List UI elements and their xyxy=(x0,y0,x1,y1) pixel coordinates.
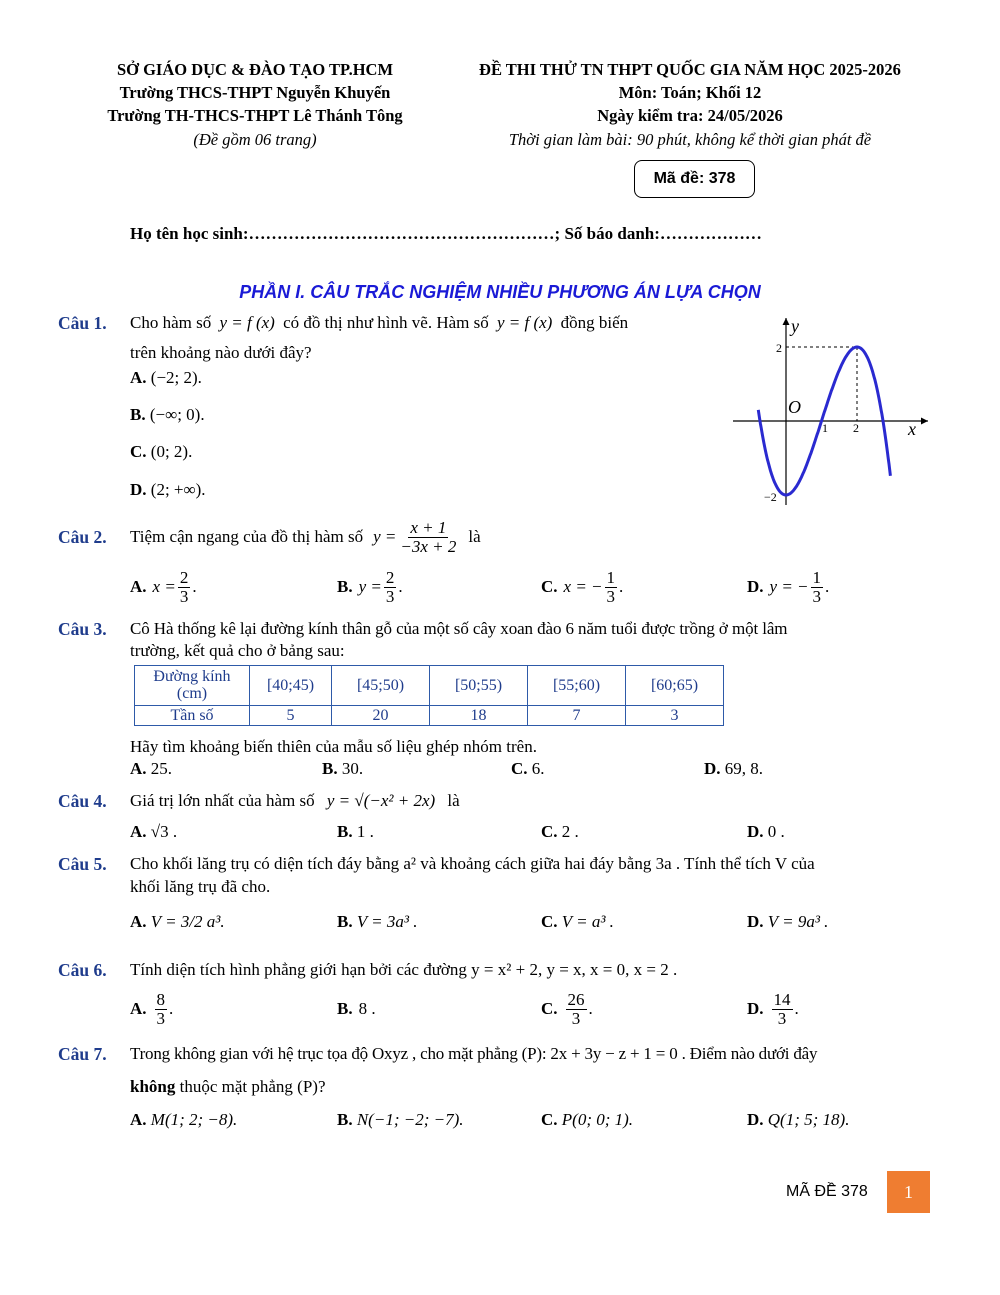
q2-text-after: là xyxy=(468,527,481,546)
q2-option-a-letter: A. xyxy=(130,577,147,596)
table-header-cell: [40;45) xyxy=(250,666,332,706)
q7-option-a[interactable] xyxy=(130,1110,237,1130)
q7-option-a-text: M(1; 2; −8). xyxy=(150,1110,238,1129)
q6-d-den: 3 xyxy=(777,1008,787,1028)
q2-option-c-letter: C. xyxy=(541,577,558,596)
q2-option-d-frac xyxy=(811,569,824,606)
q6-c-post: . xyxy=(588,999,593,1018)
q2-a-den: 3 xyxy=(179,586,189,606)
exam-code-box: Mã đề: 378 xyxy=(634,160,755,198)
q6-option-b[interactable] xyxy=(337,985,376,1033)
q1-option-a-text: (−2; 2). xyxy=(150,368,202,387)
q6-option-a-letter: A. xyxy=(130,999,147,1018)
q1-text-2: trên khoảng nào dưới đây? xyxy=(130,343,312,362)
q3-text-1: Cô Hà thống kê lại đường kính thân gỗ của một số cây xoan đào 6 năm tuổi được trồng ở một lâm xyxy=(130,619,788,638)
q6-c-num: 26 xyxy=(567,989,585,1009)
header-pages: (Đề gồm 06 trang) xyxy=(193,130,317,149)
q6-option-a[interactable] xyxy=(130,985,173,1033)
q2-option-d-letter: D. xyxy=(747,577,764,596)
q3-option-d-text: 69, 8. xyxy=(724,759,764,778)
q3-option-d-letter: D. xyxy=(704,759,721,778)
q5-option-c-text: V = a³ . xyxy=(561,912,614,931)
table-cell: 7 xyxy=(528,706,626,726)
q2-label: Câu 2. xyxy=(58,527,107,547)
q1-option-d-letter: D. xyxy=(130,480,147,499)
part-title: PHẦN I. CÂU TRẮC NGHIỆM NHIỀU PHƯƠNG ÁN LỰA CHỌN xyxy=(239,282,761,302)
table-cell: 5 xyxy=(250,706,332,726)
q6-option-c-letter: C. xyxy=(541,999,558,1018)
q5-text-2: khối lăng trụ đã cho. xyxy=(130,877,271,896)
q2-d-den: 3 xyxy=(812,586,822,606)
q2-option-b-letter: B. xyxy=(337,577,353,596)
header-school-1: Trường THCS-THPT Nguyễn Khuyến xyxy=(119,83,391,102)
q5-option-d[interactable] xyxy=(747,912,828,932)
q4-label: Câu 4. xyxy=(58,791,107,811)
q4-text-main: Giá trị lớn nhất của hàm số xyxy=(130,791,315,810)
q2-option-c[interactable] xyxy=(541,563,623,611)
q6-text: Tính diện tích hình phẳng giới hạn bởi các đường y = x² + 2, y = x, x = 0, x = 2 . xyxy=(130,960,678,979)
q3-table xyxy=(134,665,724,726)
q1-text xyxy=(130,313,730,333)
q2-frac-den: −3x + 2 xyxy=(400,536,457,556)
q6-a-num: 8 xyxy=(156,989,166,1009)
q2-b-num: 2 xyxy=(385,567,395,587)
graph-tick-x2: 2 xyxy=(853,421,859,435)
q4-text xyxy=(130,791,460,811)
header-duration: Thời gian làm bài: 90 phút, không kể thời gian phát đề xyxy=(508,130,872,149)
q6-option-d[interactable] xyxy=(747,985,799,1033)
table-row xyxy=(135,666,724,706)
table-header-cell: Đường kính (cm) xyxy=(135,666,250,706)
q2-b-post: . xyxy=(398,577,403,596)
q1-option-b-letter: B. xyxy=(130,405,146,424)
q7-text-2-bold: không xyxy=(130,1077,176,1096)
q7-option-d[interactable] xyxy=(747,1110,849,1130)
q2-c-post: . xyxy=(619,577,624,596)
q2-fraction xyxy=(398,519,458,556)
q2-c-den: 3 xyxy=(606,586,616,606)
q7-text-2 xyxy=(130,1077,326,1097)
q1-option-a[interactable] xyxy=(130,368,202,388)
q3-option-a-text: 25. xyxy=(150,759,173,778)
q7-option-b-letter: B. xyxy=(337,1110,353,1129)
q6-d-num: 14 xyxy=(773,989,791,1009)
q4-option-d-text: 0 . xyxy=(767,822,785,841)
q4-option-c-letter: C. xyxy=(541,822,558,841)
header-subject: Môn: Toán; Khối 12 xyxy=(618,83,762,102)
table-header-cell: [50;55) xyxy=(430,666,528,706)
q3-option-b-text: 30. xyxy=(341,759,364,778)
graph-x-label: x xyxy=(908,419,916,439)
q7-text-2-rest: thuộc mặt phẳng (P)? xyxy=(175,1077,326,1096)
q7-option-c[interactable] xyxy=(541,1110,633,1130)
q5-option-b[interactable] xyxy=(337,912,418,932)
q2-option-b-pre: y = xyxy=(358,577,382,596)
table-cell: 18 xyxy=(430,706,528,726)
q5-option-c-letter: C. xyxy=(541,912,558,931)
q4-option-d[interactable] xyxy=(747,822,785,842)
q2-b-den: 3 xyxy=(385,586,395,606)
q1-option-b-text: (−∞; 0). xyxy=(149,405,205,424)
q6-option-c-frac xyxy=(566,991,587,1028)
q1-option-c-letter: C. xyxy=(130,442,147,461)
q7-option-b-text: N(−1; −2; −7). xyxy=(356,1110,464,1129)
q4-option-c-text: 2 . xyxy=(561,822,579,841)
table-cell: Tần số xyxy=(135,706,250,726)
q4-option-b-letter: B. xyxy=(337,822,353,841)
q2-option-a[interactable] xyxy=(130,563,197,611)
q5-option-c[interactable] xyxy=(541,912,614,932)
q6-a-den: 3 xyxy=(156,1008,166,1028)
q2-text-main: Tiệm cận ngang của đồ thị hàm số xyxy=(130,527,364,546)
q6-option-a-frac xyxy=(155,991,168,1028)
q1-option-b[interactable] xyxy=(130,405,205,425)
header-school-2: Trường TH-THCS-THPT Lê Thánh Tông xyxy=(107,106,403,125)
q5-label: Câu 5. xyxy=(58,854,107,874)
q4-text-after: là xyxy=(447,791,460,810)
q3-label: Câu 3. xyxy=(58,619,107,639)
q1-option-a-letter: A. xyxy=(130,368,147,387)
q6-c-den: 3 xyxy=(571,1008,581,1028)
q2-option-d[interactable] xyxy=(747,563,829,611)
q3-option-c-text: 6. xyxy=(531,759,545,778)
q7-label: Câu 7. xyxy=(58,1044,107,1064)
q3-option-b[interactable] xyxy=(322,759,363,779)
q2-option-c-pre: x = − xyxy=(563,577,603,596)
q2-y-eq: y = xyxy=(373,527,397,546)
q4-option-a[interactable] xyxy=(130,822,177,842)
header-dept: SỞ GIÁO DỤC & ĐÀO TẠO TP.HCM xyxy=(116,60,394,79)
graph-tick-y2: 2 xyxy=(776,341,782,355)
q3-option-c[interactable] xyxy=(511,759,545,779)
q2-option-b[interactable] xyxy=(337,563,403,611)
q4-option-a-letter: A. xyxy=(130,822,147,841)
table-header-cell: [60;65) xyxy=(626,666,724,706)
q7-option-c-letter: C. xyxy=(541,1110,558,1129)
q4-option-a-text: √3 . xyxy=(150,822,178,841)
q1-option-d[interactable] xyxy=(130,480,206,500)
graph-y-label: y xyxy=(791,316,799,336)
q2-frac-num: x + 1 xyxy=(410,517,447,537)
q2-c-num: 1 xyxy=(606,567,616,587)
q4-option-d-letter: D. xyxy=(747,822,764,841)
q7-option-c-text: P(0; 0; 1). xyxy=(561,1110,634,1129)
graph-origin: O xyxy=(788,397,801,417)
q4-option-b[interactable] xyxy=(337,822,374,842)
q5-option-a[interactable] xyxy=(130,912,225,932)
q5-option-d-text: V = 9a³ . xyxy=(767,912,829,931)
table-header-cell: [45;50) xyxy=(332,666,430,706)
q4-option-b-text: 1 . xyxy=(356,822,374,841)
q5-option-a-letter: A. xyxy=(130,912,147,931)
q6-option-d-frac xyxy=(772,991,793,1028)
q3-option-d[interactable] xyxy=(704,759,763,779)
q1-fx-1: y = f (x) xyxy=(219,313,275,332)
table-header-cell: [55;60) xyxy=(528,666,626,706)
q5-option-b-letter: B. xyxy=(337,912,353,931)
q7-option-b[interactable] xyxy=(337,1110,464,1130)
q6-option-c[interactable] xyxy=(541,985,593,1033)
q1-label: Câu 1. xyxy=(58,313,107,333)
q1-option-c[interactable] xyxy=(130,442,192,462)
q6-option-b-text: 8 . xyxy=(358,999,376,1018)
q4-option-c[interactable] xyxy=(541,822,579,842)
q3-option-a-letter: A. xyxy=(130,759,147,778)
q3-option-a[interactable] xyxy=(130,759,172,779)
q3-text-2: trường, kết quả cho ở bảng sau: xyxy=(130,641,345,660)
q7-option-a-letter: A. xyxy=(130,1110,147,1129)
header-exam-title: ĐỀ THI THỬ TN THPT QUỐC GIA NĂM HỌC 2025-2026 xyxy=(479,60,901,79)
q2-d-post: . xyxy=(825,577,830,596)
q2-a-post: . xyxy=(192,577,197,596)
table-cell: 20 xyxy=(332,706,430,726)
q4-expr: y = √(−x² + 2x) xyxy=(326,791,436,810)
q5-text-1: Cho khối lăng trụ có diện tích đáy bằng a² và khoảng cách giữa hai đáy bằng 3a . Tính thể tích V của xyxy=(130,854,815,873)
q7-text-1: Trong không gian với hệ trục tọa độ Oxyz , cho mặt phẳng (P): 2x + 3y − z + 1 = 0 . Điểm nào dưới đây xyxy=(130,1044,818,1063)
student-info: Họ tên học sinh:………………………………………………; Số báo danh:……………… xyxy=(130,224,762,243)
q2-d-num: 1 xyxy=(812,567,822,587)
graph-tick-x1: 1 xyxy=(822,421,828,435)
q5-option-b-text: V = 3a³ . xyxy=(356,912,418,931)
q7-option-d-letter: D. xyxy=(747,1110,764,1129)
q3-option-c-letter: C. xyxy=(511,759,528,778)
q2-option-c-frac xyxy=(605,569,618,606)
q3-question: Hãy tìm khoảng biến thiên của mẫu số liệu ghép nhóm trên. xyxy=(130,737,537,756)
q2-option-d-pre: y = − xyxy=(769,577,809,596)
table-row xyxy=(135,706,724,726)
graph-tick-ym2: −2 xyxy=(764,490,777,504)
table-cell: 3 xyxy=(626,706,724,726)
q1-text-a: Cho hàm số xyxy=(130,313,212,332)
q5-option-d-letter: D. xyxy=(747,912,764,931)
q2-option-a-pre: x = xyxy=(152,577,176,596)
q1-graph xyxy=(728,310,938,510)
q2-text xyxy=(130,510,481,564)
q2-a-num: 2 xyxy=(179,567,189,587)
q6-label: Câu 6. xyxy=(58,960,107,980)
q1-fx-2: y = f (x) xyxy=(496,313,553,332)
q6-option-b-letter: B. xyxy=(337,999,353,1018)
page-number: 1 xyxy=(887,1171,930,1213)
q6-d-post: . xyxy=(794,999,799,1018)
q2-option-b-frac xyxy=(384,569,397,606)
header-date: Ngày kiểm tra: 24/05/2026 xyxy=(597,106,783,125)
q1-text-b: có đồ thị như hình vẽ. Hàm số xyxy=(283,313,489,332)
q6-a-post: . xyxy=(169,999,174,1018)
q1-text-c: đồng biến xyxy=(560,313,629,332)
q1-option-c-text: (0; 2). xyxy=(150,442,193,461)
q3-option-b-letter: B. xyxy=(322,759,338,778)
q5-option-a-text: V = 3/2 a³. xyxy=(150,912,225,931)
q2-option-a-frac xyxy=(178,569,191,606)
q6-option-d-letter: D. xyxy=(747,999,764,1018)
q7-option-d-text: Q(1; 5; 18). xyxy=(767,1110,850,1129)
q1-option-d-text: (2; +∞). xyxy=(150,480,206,499)
footer-code: MÃ ĐỀ 378 xyxy=(786,1183,868,1200)
